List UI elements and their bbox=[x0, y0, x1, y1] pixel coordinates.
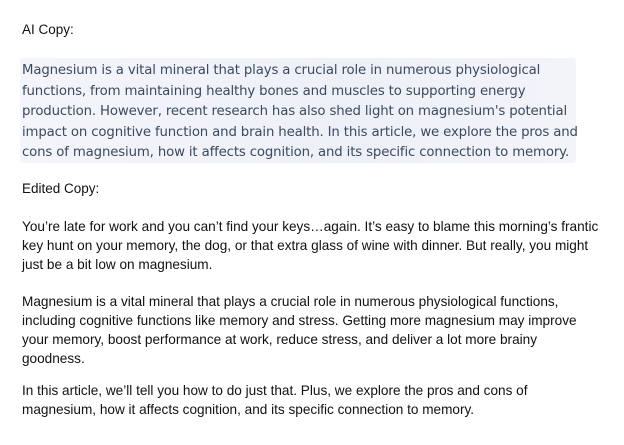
paragraph-line: key hunt on your memory, the dog, or that extra glass of wine with dinner. But really, you might bbox=[22, 238, 589, 253]
paragraph-line: In this article, we’ll tell you how to do just that. Plus, we explore the pros and cons of bbox=[22, 383, 528, 398]
ai-copy-line: cons of magnesium, how it affects cognition, and its specific connection to memory. bbox=[22, 145, 570, 160]
ai-copy-label: AI Copy: bbox=[22, 22, 74, 37]
ai-copy-line: Magnesium is a vital mineral that plays a crucial role in numerous physiological bbox=[22, 63, 541, 78]
ai-copy-line: impact on cognitive function and brain health. In this article, we explore the pros and bbox=[22, 124, 578, 140]
paragraph-line: You’re late for work and you can’t find your keys…again. It’s easy to blame this morning’s frantic bbox=[22, 219, 599, 234]
edited-copy-paragraph-3 bbox=[22, 381, 612, 419]
paragraph-line: goodness. bbox=[22, 351, 85, 366]
paragraph-line: including cognitive functions like memory and stress. Getting more magnesium may improve bbox=[22, 313, 577, 328]
ai-copy-line: production. However, recent research has also shed light on magnesium's potential bbox=[22, 104, 567, 119]
paragraph-line: just be a bit low on magnesium. bbox=[22, 257, 213, 272]
paragraph-line: your memory, boost performance at work, reduce stress, and deliver a lot more brainy bbox=[22, 332, 538, 347]
edited-copy-paragraph-1 bbox=[22, 217, 612, 274]
paragraph-line: magnesium, how it affects cognition, and its specific connection to memory. bbox=[22, 402, 475, 417]
edited-copy-label: Edited Copy: bbox=[22, 181, 100, 196]
paragraph-line: Magnesium is a vital mineral that plays a crucial role in numerous physiological functions, bbox=[22, 294, 559, 309]
edited-copy-paragraph-2 bbox=[22, 292, 612, 368]
ai-copy-paragraph bbox=[22, 61, 582, 164]
ai-copy-line: functions, from maintaining healthy bones and muscles to supporting energy bbox=[22, 83, 526, 99]
